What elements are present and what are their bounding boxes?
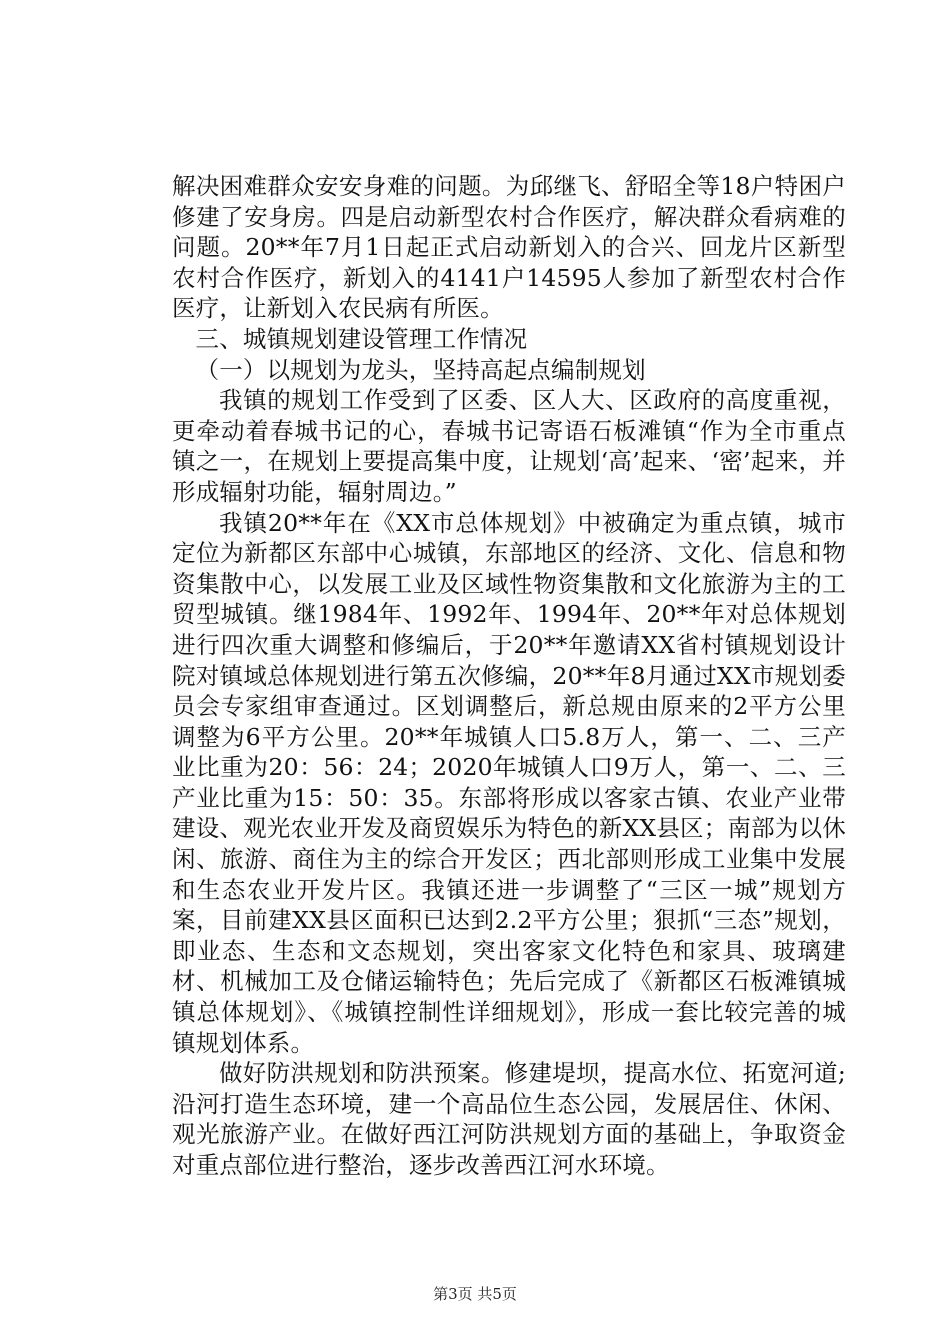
paragraph: 我镇的规划工作受到了区委、区人大、区政府的高度重视，更牵动着春城书记的心，春城书记寄语石板滩镇“作为全市重点镇之一，在规划上要提高集中度，让规划‘高’起来、‘密’起来，并形成辐射功能，辐射周边。”	[172, 386, 846, 506]
paragraph: 我镇20**年在《XX市总体规划》中被确定为重点镇，城市定位为新都区东部中心城镇，东部地区的经济、文化、信息和物资集散中心，以发展工业及区域性物资集散和文化旅游为主的工贸型城镇。继1984年、1992年、1994年、20**年对总体规划进行四次重大调整和修编后，于20**年邀请XX省村镇规划设计院对镇域总体规划进行第五次修编，20**年8月通过XX市规划委员会专家组审查通过。区划调整后，新总规由原来的2平方公里调整为6平方公里。20**年城镇人口5.8万人，第一、二、三产业比重为20：56：24；2020年城镇人口9万人，第一、二、三产业比重为15：50：35。东部将形成以客家古镇、农业产业带建设、观光农业开发及商贸娱乐为特色的新XX县区；南部为以休闲、旅游、商住为主的综合开发区；西北部则形成工业集中发展和生态农业开发片区。我镇还进一步调整了“三区一城”规划方案，目前建XX县区面积已达到2.2平方公里；狠抓“三态”规划，即业态、生态和文态规划，突出客家文化特色和家具、玻璃建材、机械加工及仓储运输特色；先后完成了《新都区石板滩镇城镇总体规划》、《城镇控制性详细规划》，形成一套比较完善的城镇规划体系。	[172, 508, 846, 1057]
paragraph: 做好防洪规划和防洪预案。修建堤坝，提高水位、拓宽河道;沿河打造生态环境，建一个高品位生态公园，发展居住、休闲、观光旅游产业。在做好西江河防洪规划方面的基础上，争取资金对重点部位进行整治，逐步改善西江河水环境。	[172, 1059, 846, 1179]
document-body	[172, 171, 846, 1181]
page-footer: 第3页 共5页	[433, 1285, 517, 1303]
section-heading: 三、城镇规划建设管理工作情况	[195, 324, 528, 353]
paragraph-continuation: 解决困难群众安安身难的问题。为邱继飞、舒昭全等18户特困户修建了安身房。四是启动新型农村合作医疗，解决群众看病难的问题。20**年7月1日起正式启动新划入的合兴、回龙片区新型农村合作医疗，新划入的4141户14595人参加了新型农村合作医疗，让新划入农民病有所医。	[172, 172, 846, 323]
subsection-heading: （一）以规划为龙头，坚持高起点编制规划	[195, 355, 646, 384]
